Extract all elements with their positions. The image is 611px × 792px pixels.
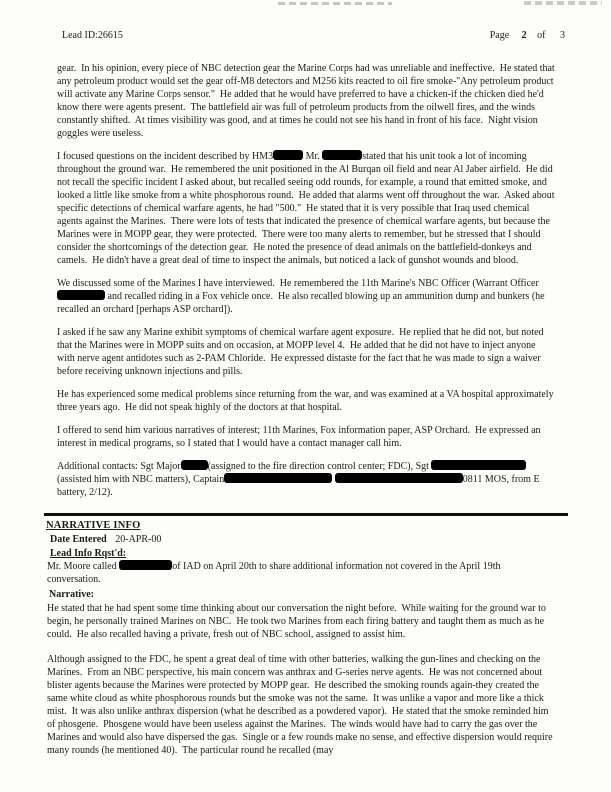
lead-info-paragraph: Mr. Moore called of IAD on April 20th to share additional information not covered in the April 19th conversation. [47,561,503,585]
paragraph: He has experienced some medical problems since returning from the war, and was examined at a VA hospital approximately three years ago. He did not speak highly of the doctors at that hospital. [57,389,557,413]
redaction-bar [119,560,172,570]
paragraph: I asked if he saw any Marine exhibit symptoms of chemical warfare agent exposure. He replied that he did not, but noted that the Marines were in MOPP suits and on occasion, at MOPP level 4. He added that he did not have to inject anyone with nerve agent antidotes such as 2-PAM Chloride. He expressed distaste for the fact that he was made to sign a waiver before receiving unknown injections and pills. [57,327,547,377]
paragraph: We discussed some of the Marines I have interviewed. He remembered the 11th Marine's NBC Officer (Warrant Officer and recalled riding in a Fox vehicle once. He also recalled blowing up an ammunition dump and bunkers (he recalled an orchard [perhaps ASP orchard]). [57,278,548,315]
section-heading: NARRATIVE INFO [46,520,141,531]
page-indicator [490,30,565,41]
narrative-paragraph: Although assigned to the FDC, he spent a great deal of time with other batteries, walking the gun-lines and checking on the Marines. From an NBC perspective, his main concern was anthrax and G-series nerve agents. He was not concerned about blister agents because the Marines were protected by MOPP gear. He described the smoking rounds again-they created the same white cloud as white phosphorous rounds but the smoke was not the same. It was unlike a vapor and more like a thick mist. It was also unlike anthrax dispersion (what he described as a powdered vapor). He stated that the smoke reminded him of phosgene. Phosgene would have been useless against the Marines. The winds would have had to carry the gas over the Marines and would also have dispersed the gas. Single or a few rounds make no sense, and effective dispersion would require many rounds (he mentioned 40). The particular round he recalled (may [47,654,556,756]
redaction-bar [57,290,105,300]
redaction-bar [335,473,463,483]
page-total: 3 [560,30,565,41]
of-word: of [537,30,546,41]
page-number: 2 [521,30,527,41]
redaction-bar [431,460,526,470]
lead-id: Lead ID:26615 [62,30,123,41]
date-entered-label: Date Entered [50,534,107,545]
page-header [62,30,565,41]
lead-info-label: Lead Info Rqst'd: [50,548,127,559]
report-body [57,62,558,509]
scan-artifact [278,2,392,5]
narrative-info-section [44,513,568,757]
scan-artifact [524,1,602,5]
redaction-bar [224,473,332,483]
date-entered-row [44,533,568,546]
page-word: Page [489,30,510,41]
narrative-label-row [44,588,568,601]
date-entered-value: 20-APR-00 [115,534,162,545]
redaction-bar [273,150,303,160]
redaction-bar [322,150,362,160]
lead-info-row [44,547,568,560]
paragraph: Additional contacts: Sgt Major (assigned to the fire direction control center; FDC), Sgt (assisted him with NBC matters), Captain 0811 MOS, from E battery, 2/12). [57,461,543,498]
section-divider [44,513,568,516]
paragraph: gear. In his opinion, every piece of NBC detection gear the Marine Corps had was unreliable and ineffective. He stated that any petroleum product would set the gear off-M8 detectors and M256 kits reacted to oil fire smoke-"Any petroleum product will activate any Marine Corps sensor." He added that he would have preferred to have a chicken-if the chicken died he'd know there were agents present. The battlefield air was full of petroleum products from the oilwell fires, and the winds constantly shifted. At times visibility was good, and at times he could not see his hand in front of his face. Night vision goggles were useless. [57,63,558,139]
paragraph: I focused questions on the incident described by HM3 Mr. stated that his unit took a lot of incoming throughout the ground war. He remembered the unit positioned in the Al Burqan oil field and near Al Jaber airfield. He did not recall the specific incident I asked about, but recalled seeing odd rounds, for example, a round that emitted smoke, and looked a little like smoke from a white phosphorous round. He added that alarms went off throughout the war. Asked about specific detections of chemical warfare agents, he had "500." He stated that it is very possible that Iraq used chemical agents against the Marines. There were lots of tests that indicated the presence of chemical warfare agents, but because the Marines were in MOPP gear, they were protected. There were too many alerts to remember, but he stressed that I should consider the shortcomings of the detection gear. He noted the presence of dead animals on the battlefield-donkeys and camels. He didn't have a great deal of time to inspect the animals, but noticed a lack of gunshot wounds and blood. [57,151,557,266]
narrative-paragraph: He stated that he had spent some time thinking about our conversation the night before. While waiting for the ground war to begin, he personally trained Marines on NBC. He took two Marines from each firing battery and taught them as much as he could. He also recalled having a private, fresh out of NBC school, assigned to assist him. [47,603,549,640]
redaction-bar [181,460,208,470]
paragraph: I offered to send him various narratives of interest; 11th Marines, Fox information paper, ASP Orchard. He expressed an interest in medical programs, so I stated that I would have a contact manager call him. [57,425,544,449]
narrative-label: Narrative: [49,589,94,600]
